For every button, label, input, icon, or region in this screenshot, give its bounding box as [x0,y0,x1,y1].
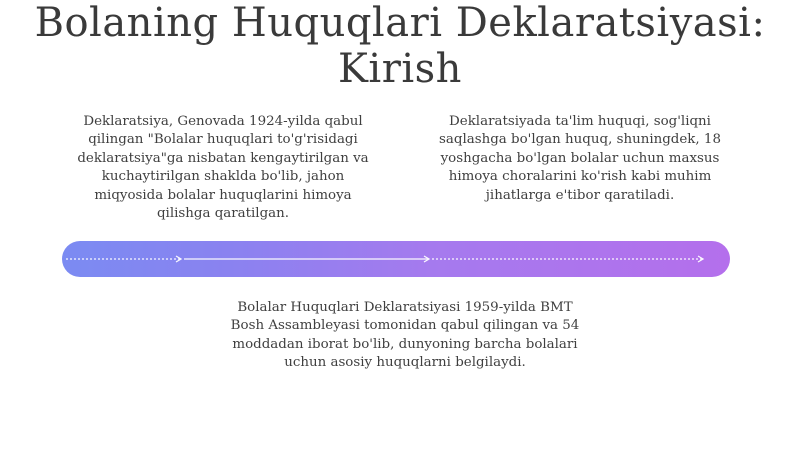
paragraph-rights-focus: Deklaratsiyada ta'lim huquqi, sog'liqni saqlashga bo'lgan huquq, shuningdek, 18 yoshgacha bo'lgan bolalar uchun maxsus himoya choralarini ko'rish kabi muhim jihatlarga e'tibor qaratiladi. [439,114,721,203]
timeline-arrows [62,241,730,277]
slide-title: Bolaning Huquqlari Deklaratsiyasi: Kirish [34,0,766,92]
timeline-bar [62,241,730,277]
paragraph-geneva-1924: Deklaratsiya, Genovada 1924-yilda qabul qilingan "Bolalar huquqlari to'g'risidagi deklaratsiya"ga nisbatan kengaytirilgan va kuchaytirilgan shaklda bo'lib, jahon miqyosida bolalar huquqlarini himoya qilishga qaratilgan. [77,114,369,222]
paragraph-un-1959: Bolalar Huquqlari Deklaratsiyasi 1959-yilda BMT Bosh Assambleyasi tomonidan qabul qilingan va 54 moddadan iborat bo'lib, dunyoning barcha bolalari uchun asosiy huquqlarni belgilaydi. [230,300,580,371]
